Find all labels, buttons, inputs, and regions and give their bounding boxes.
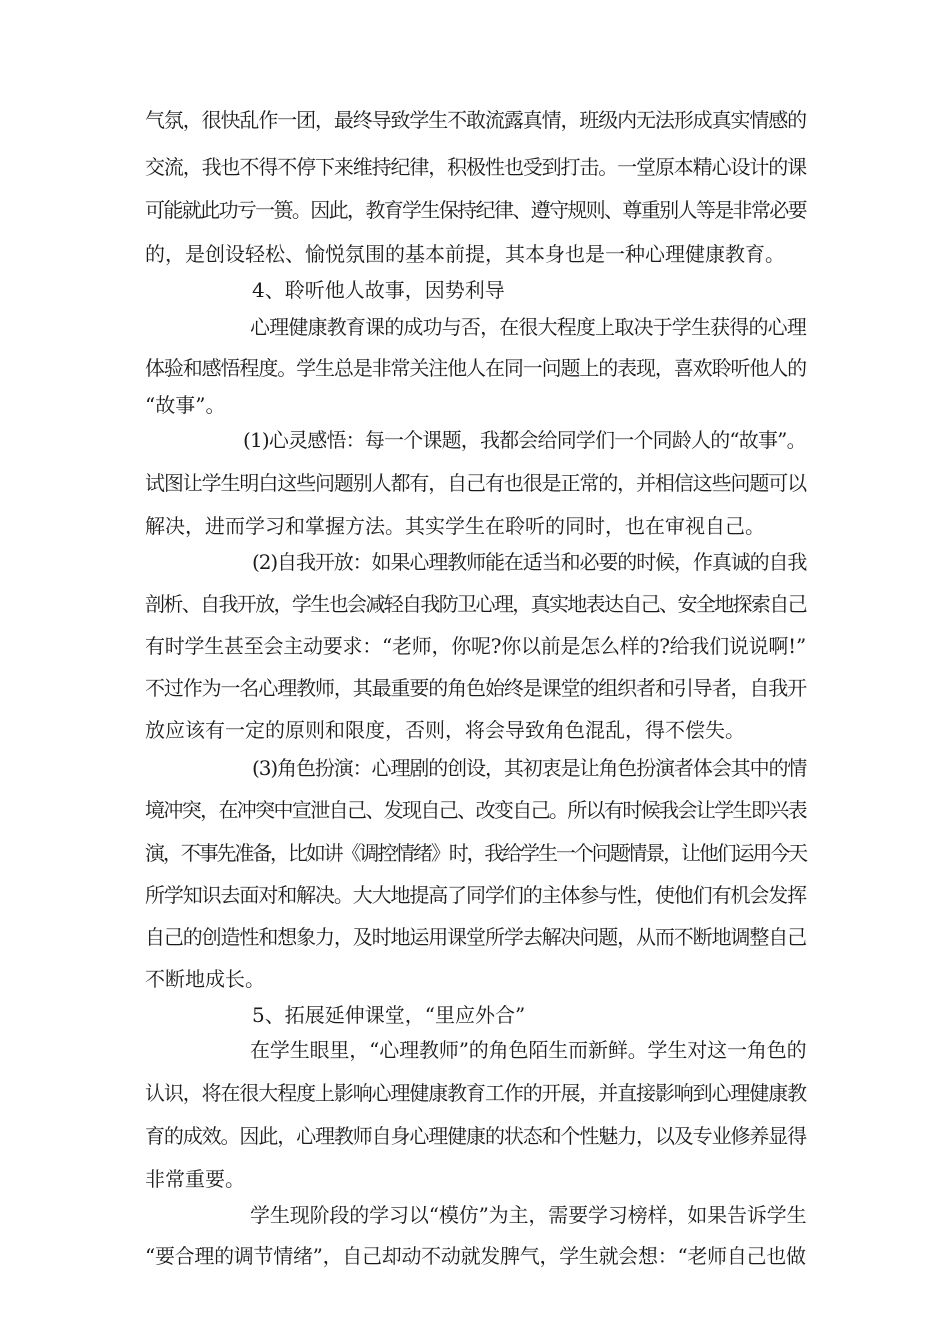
text-line: “故事”。 — [145, 393, 226, 417]
text-line: (1)心灵感悟：每一个课题，我都会给同学们一个同龄人的“故事”。 — [243, 428, 806, 452]
text-line: 放应该有一定的原则和限度，否则，将会导致角色混乱，得不偿失。 — [145, 718, 745, 742]
text-line: 5、拓展延伸课堂，“里应外合” — [252, 1003, 526, 1027]
text-line: 剖析、自我开放，学生也会减轻自我防卫心理，真实地表达自己、安全地探索自己 — [145, 592, 806, 616]
text-line: 认识，将在很大程度上影响心理健康教育工作的开展，并直接影响到心理健康教 — [145, 1081, 806, 1105]
text-line: (2)自我开放：如果心理教师能在适当和必要的时候，作真诚的自我 — [252, 550, 807, 574]
text-line: 不过作为一名心理教师，其最重要的角色始终是课堂的组织者和引导者，自我开 — [145, 676, 806, 700]
text-line: 有时学生甚至会主动要求：“老师，你呢?你以前是怎么样的?给我们说说啊!” — [145, 634, 806, 658]
text-line: 可能就此功亏一篑。因此，教育学生保持纪律、遵守规则、尊重别人等是非常必要 — [145, 198, 806, 222]
text-line: 体验和感悟程度。学生总是非常关注他人在同一问题上的表现，喜欢聆听他人的 — [145, 356, 806, 380]
text-line: 学生现阶段的学习以“模仿”为主，需要学习榜样，如果告诉学生 — [250, 1203, 807, 1227]
text-line: 交流，我也不得不停下来维持纪律，积极性也受到打击。一堂原本精心设计的课 — [145, 155, 806, 179]
text-line: 试图让学生明白这些问题别人都有，自己有也很是正常的，并相信这些问题可以 — [145, 471, 806, 495]
text-line: 气氛，很快乱作一团，最终导致学生不敢流露真情，班级内无法形成真实情感的 — [145, 108, 806, 132]
text-line: 在学生眼里，“心理教师”的角色陌生而新鲜。学生对这一角色的 — [250, 1038, 807, 1062]
text-line: 4、聆听他人故事，因势利导 — [252, 278, 505, 302]
text-line: 所学知识去面对和解决。大大地提高了同学们的主体参与性，使他们有机会发挥 — [145, 883, 806, 907]
text-line: 的，是创设轻松、愉悦氛围的基本前提，其本身也是一种心理健康教育。 — [145, 242, 785, 266]
text-line: (3)角色扮演：心理剧的创设，其初衷是让角色扮演者体会其中的情 — [252, 756, 807, 780]
text-line: 演，不事先准备，比如讲《调控情绪》时，我给学生一个问题情景，让他们运用今天 — [145, 841, 806, 865]
text-line: 解决，进而学习和掌握方法。其实学生在聆听的同时，也在审视自己。 — [145, 514, 765, 538]
text-line: 境冲突，在冲突中宣泄自己、发现自己、改变自己。所以有时候我会让学生即兴表 — [145, 798, 806, 822]
text-line: 自己的创造性和想象力，及时地运用课堂所学去解决问题，从而不断地调整自己 — [145, 925, 806, 949]
text-line: 育的成效。因此，心理教师自身心理健康的状态和个性魅力，以及专业修养显得 — [145, 1124, 806, 1148]
text-line: 不断地成长。 — [145, 967, 265, 991]
text-line: 非常重要。 — [145, 1167, 245, 1191]
text-line: 心理健康教育课的成功与否，在很大程度上取决于学生获得的心理 — [250, 315, 806, 339]
text-line: “要合理的调节情绪”，自己却动不动就发脾气，学生就会想：“老师自己也做 — [145, 1244, 806, 1268]
